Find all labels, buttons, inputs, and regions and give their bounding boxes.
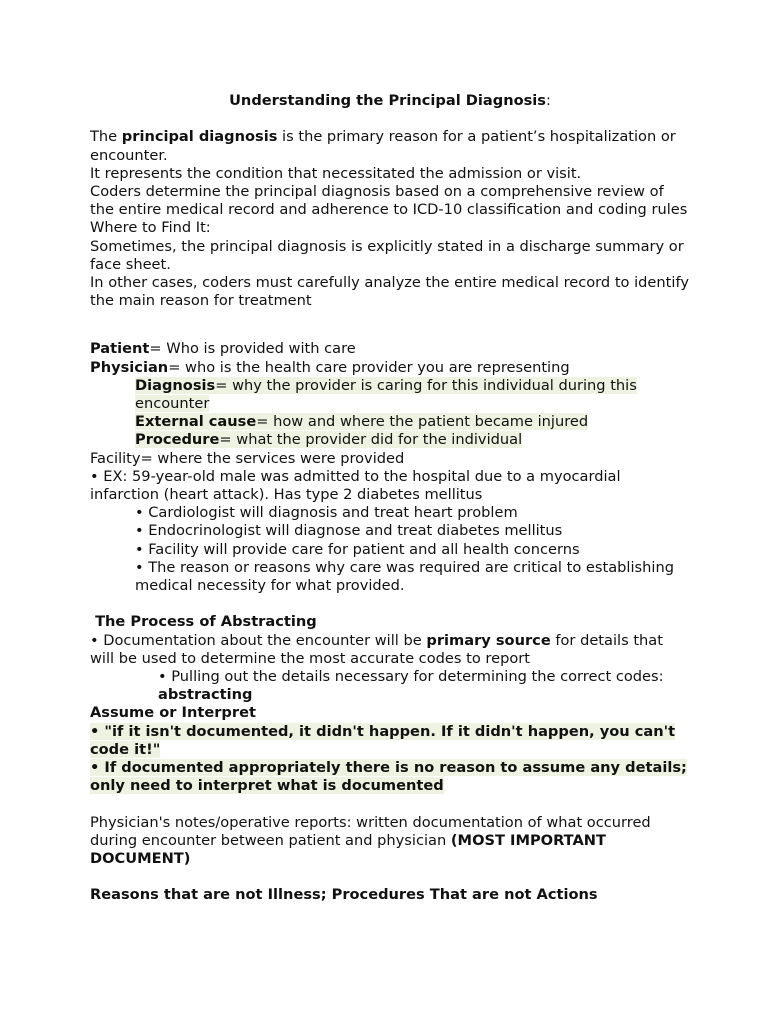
- abstracting-bullet-1: • Documentation about the encounter will be primary source for details that will be used to determine the most accurate codes to report: [90, 631, 663, 667]
- def-physician: Physician= who is the health care provider you are representing: [90, 358, 570, 376]
- abstracting-heading: The Process of Abstracting: [90, 613, 317, 631]
- abstracting-bullet-2: • Pulling out the details necessary for determining the correct codes: abstracting: [158, 668, 664, 704]
- def-procedure: Procedure= what the provider did for the individual: [135, 431, 523, 449]
- quote-1: • "if it isn't documented, it didn't happen. If it didn't happen, you can't code it!": [90, 722, 676, 758]
- example-item: • Endocrinologist will diagnose and treat diabetes mellitus: [135, 522, 563, 540]
- intro-paragraph-5: Sometimes, the principal diagnosis is explicitly stated in a discharge summary or face sheet.: [90, 237, 684, 273]
- intro-paragraph-2: It represents the condition that necessitated the admission or visit.: [90, 164, 582, 182]
- def-patient: Patient= Who is provided with care: [90, 340, 356, 358]
- example-main: • EX: 59-year-old male was admitted to the hospital due to a myocardial infarction (heart attack). Has type 2 diabetes mellitus: [90, 467, 621, 504]
- physician-notes: Physician's notes/operative reports: written documentation of what occurred during encounter between patient and physician (MOST IMPORTANT DOCUMENT): [90, 813, 651, 868]
- document-body: [90, 92, 690, 905]
- example-item: • The reason or reasons why care was required are critical to establishing medical necessity for what provided.: [135, 558, 674, 595]
- where-to-find-heading: Where to Find It:: [90, 219, 211, 237]
- def-external-cause: External cause= how and where the patient became injured: [135, 413, 589, 431]
- def-diagnosis: Diagnosis= why the provider is caring for this individual during this encounter: [135, 376, 637, 413]
- example-item: • Facility will provide care for patient and all health concerns: [135, 540, 580, 558]
- closing-heading: Reasons that are not Illness; Procedures That are not Actions: [90, 886, 598, 904]
- intro-paragraph-3: Coders determine the principal diagnosis based on a comprehensive review of the entire medical record and adherence to ICD-10 classification and coding rules: [90, 183, 688, 219]
- def-facility: Facility= where the services were provided: [90, 449, 405, 467]
- example-item: • Cardiologist will diagnosis and treat heart problem: [135, 504, 518, 522]
- intro-paragraph-6: In other cases, coders must carefully analyze the entire medical record to identify the main reason for treatment: [90, 274, 689, 310]
- page-title: Understanding the Principal Diagnosis:: [229, 92, 551, 109]
- assume-interpret-heading: Assume or Interpret: [90, 704, 256, 722]
- intro-paragraph-1: The principal diagnosis is the primary reason for a patient’s hospitalization or encounter.: [90, 128, 676, 164]
- quote-2: • If documented appropriately there is no reason to assume any details; only need to interpret what is documented: [90, 759, 687, 795]
